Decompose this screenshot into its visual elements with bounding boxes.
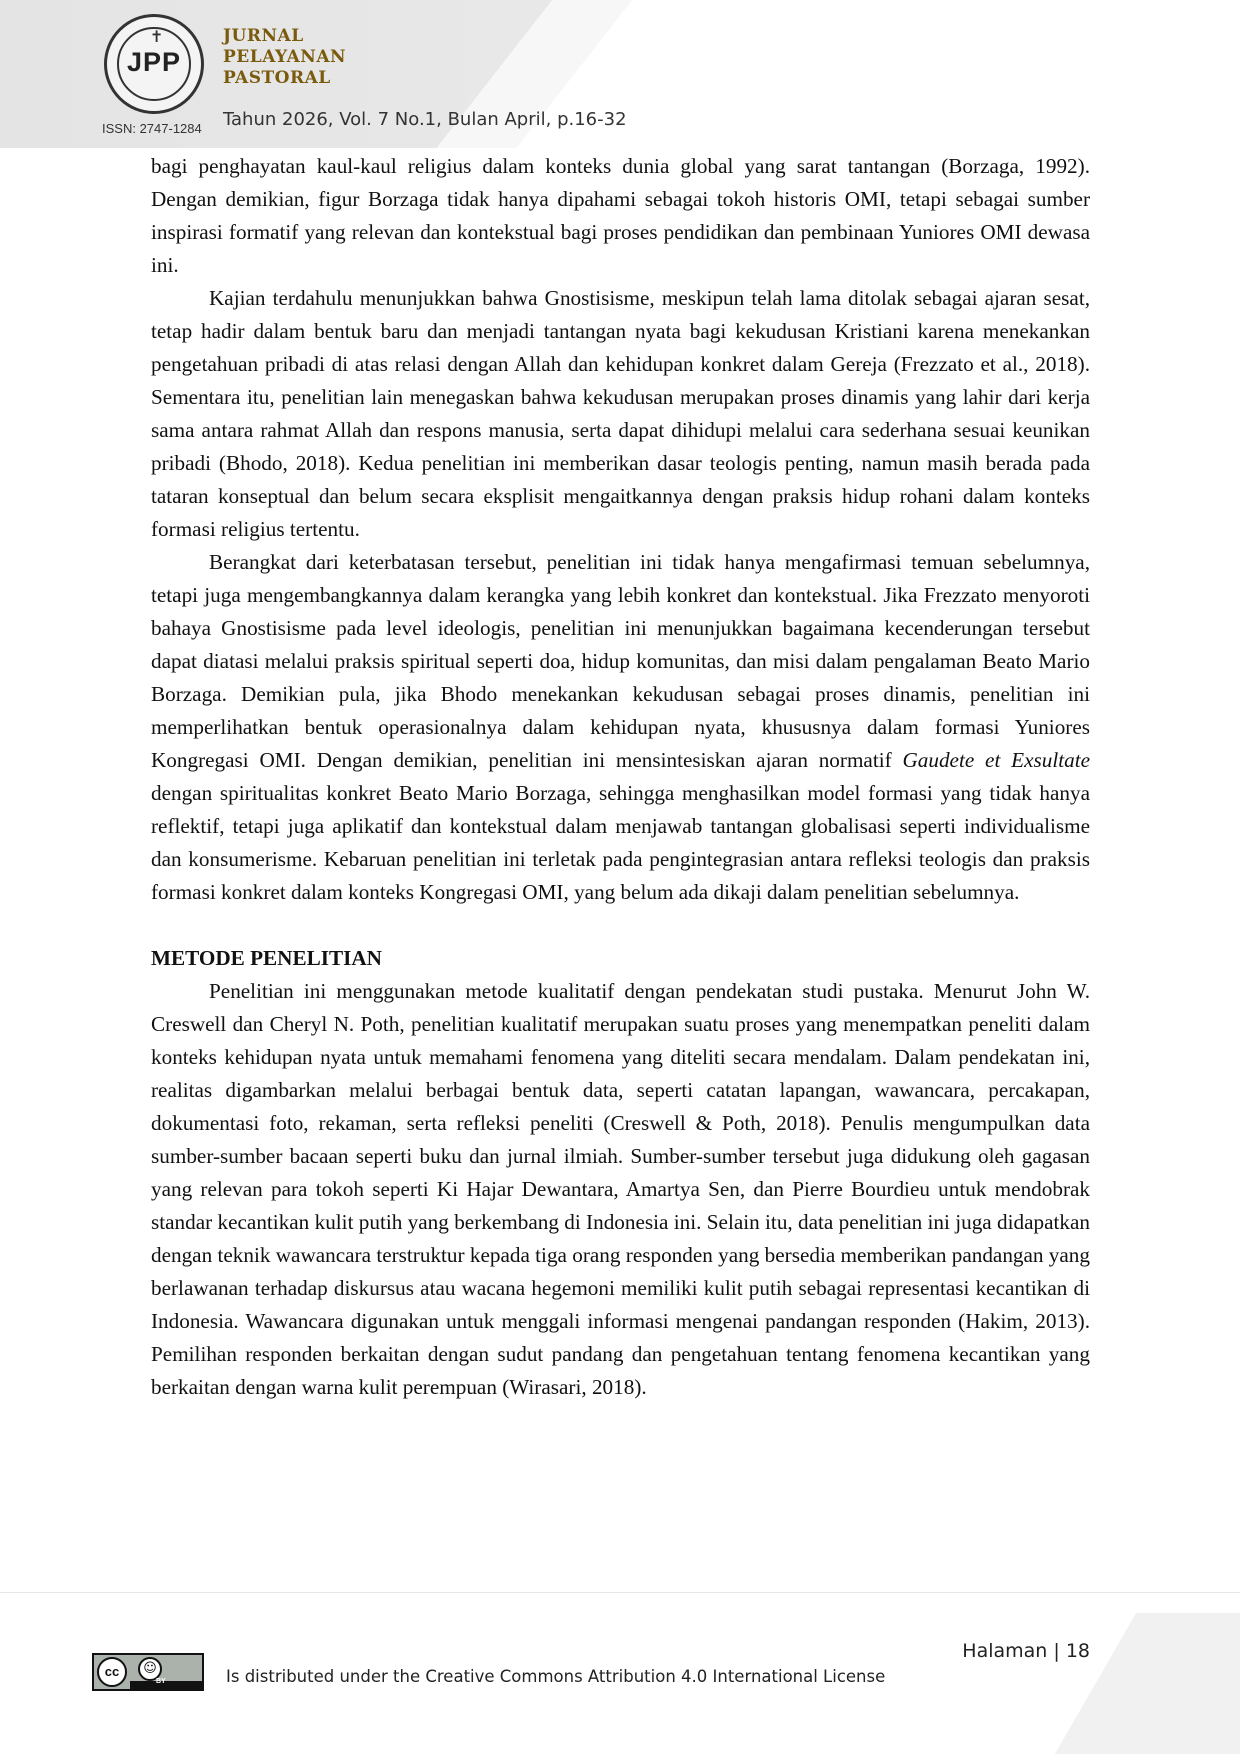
logo-text: JPP xyxy=(126,47,182,77)
by-label: BY xyxy=(156,1678,166,1685)
issn-label: ISSN: 2747-1284 xyxy=(102,121,202,136)
paragraph-3-part-b: dengan spiritualitas konkret Beato Mario Borzaga, sehingga menghasilkan model formasi yang tidak hanya reflektif, tetapi juga aplikatif dan kontekstual dalam menjawab tantangan globalisasi seperti individualisme dan konsumerisme. Kebaruan penelitian ini terletak pada pengintegrasian antara refleksi teologis dan praksis formasi konkret dalam konteks Kongregasi OMI, yang belum ada dikaji dalam penelitian sebelumnya. xyxy=(151,781,1090,904)
cc-icon: cc xyxy=(97,1657,127,1687)
page-number: Halaman | 18 xyxy=(962,1640,1090,1662)
paragraph-3 xyxy=(151,546,1090,909)
journal-title-line-2: PELAYANAN xyxy=(223,47,347,67)
paragraph-4: Penelitian ini menggunakan metode kualitatif dengan pendekatan studi pustaka. Menurut John W. Creswell dan Cheryl N. Poth, penelitian kualitatif merupakan suatu proses yang menempatkan peneliti dalam konteks kehidupan nyata untuk memahami fenomena yang diteliti secara mendalam. Dalam pendekatan ini, realitas digambarkan melalui berbagai bentuk data, seperti catatan lapangan, wawancara, percakapan, dokumentasi foto, rekaman, serta refleksi peneliti (Creswell & Poth, 2018). Penulis mengumpulkan data sumber-sumber bacaan seperti buku dan jurnal ilmiah. Sumber-sumber tersebut juga didukung oleh gagasan yang relevan para tokoh seperti Ki Hajar Dewantara, Amartya Sen, dan Pierre Bourdieu untuk mendobrak standar kecantikan kulit putih yang berkembang di Indonesia ini. Selain itu, data penelitian ini juga didapatkan dengan teknik wawancara terstruktur kepada tiga orang responden yang bersedia memberikan pandangan yang berlawanan terhadap diskursus atau wacana hegemoni memiliki kulit putih sebagai representasi kecantikan di Indonesia. Wawancara digunakan untuk menggali informasi mengenai pandangan responden (Hakim, 2013). Pemilihan responden berkaitan dengan sudut pandang dan pengetahuan tentang fenomena kecantikan yang berkaitan dengan warna kulit perempuan (Wirasari, 2018). xyxy=(151,979,1090,1399)
section-spacer xyxy=(151,909,1090,942)
cross-icon: ✝ xyxy=(150,27,164,46)
paragraph-1: bagi penghayatan kaul-kaul religius dalam konteks dunia global yang sarat tantangan (Borzaga, 1992). Dengan demikian, figur Borzaga tidak hanya dipahami sebagai tokoh historis OMI, tetapi sebagai sumber inspirasi formatif yang relevan dan kontekstual bagi proses pendidikan dan pembinaan Yuniores OMI dewasa ini. xyxy=(151,154,1090,277)
volume-info: Tahun 2026, Vol. 7 No.1, Bulan April, p.16-32 xyxy=(223,109,627,130)
person-icon: ☺ xyxy=(138,1657,162,1681)
paragraph-3-part-a: Berangkat dari keterbatasan tersebut, penelitian ini tidak hanya mengafirmasi temuan sebelumnya, tetapi juga mengembangkannya dalam kerangka yang lebih konkret dan kontekstual. Jika Frezzato menyoroti bahaya Gnostisisme pada level ideologis, penelitian ini menunjukkan bagaimana kecenderungan tersebut dapat diatasi melalui praksis spiritual seperti doa, hidup komunitas, dan misi dalam pengalaman Beato Mario Borzaga. Demikian pula, jika Bhodo menekankan kekudusan sebagai proses dinamis, penelitian ini memperlihatkan bentuk operasionalnya dalam kehidupan nyata, khususnya dalam formasi Yuniores Kongregasi OMI. Dengan demikian, penelitian ini mensintesiskan ajaran normatif xyxy=(151,550,1090,772)
journal-title-line-1: JURNAL xyxy=(223,26,304,46)
journal-title-line-3: PASTORAL xyxy=(223,68,331,88)
paragraph-2: Kajian terdahulu menunjukkan bahwa Gnostisisme, meskipun telah lama ditolak sebagai ajaran sesat, tetap hadir dalam bentuk baru dan menjadi tantangan nyata bagi kekudusan Kristiani karena menekankan pengetahuan pribadi di atas relasi dengan Allah dan kehidupan konkret dalam Gereja (Frezzato et al., 2018). Sementara itu, penelitian lain menegaskan bahwa kekudusan merupakan proses dinamis yang lahir dari kerja sama antara rahmat Allah dan respons manusia, serta dapat dihidupi melalui cara sederhana sesuai keunikan pribadi (Bhodo, 2018). Kedua penelitian ini memberikan dasar teologis penting, namun masih berada pada tataran konseptual dan belum secara eksplisit mengaitkannya dengan praksis hidup rohani dalam konteks formasi religius tertentu. xyxy=(151,286,1090,541)
journal-title xyxy=(223,26,346,89)
section-heading: METODE PENELITIAN xyxy=(151,946,382,970)
by-bar xyxy=(130,1678,202,1689)
journal-logo xyxy=(104,14,204,114)
document-title-italic: Gaudete et Exsultate xyxy=(902,748,1090,772)
license-text: Is distributed under the Creative Commons Attribution 4.0 International License xyxy=(226,1667,886,1686)
footer-diagonal xyxy=(1044,1613,1240,1754)
cc-license-badge[interactable] xyxy=(92,1653,204,1691)
article-body xyxy=(151,150,1090,1404)
